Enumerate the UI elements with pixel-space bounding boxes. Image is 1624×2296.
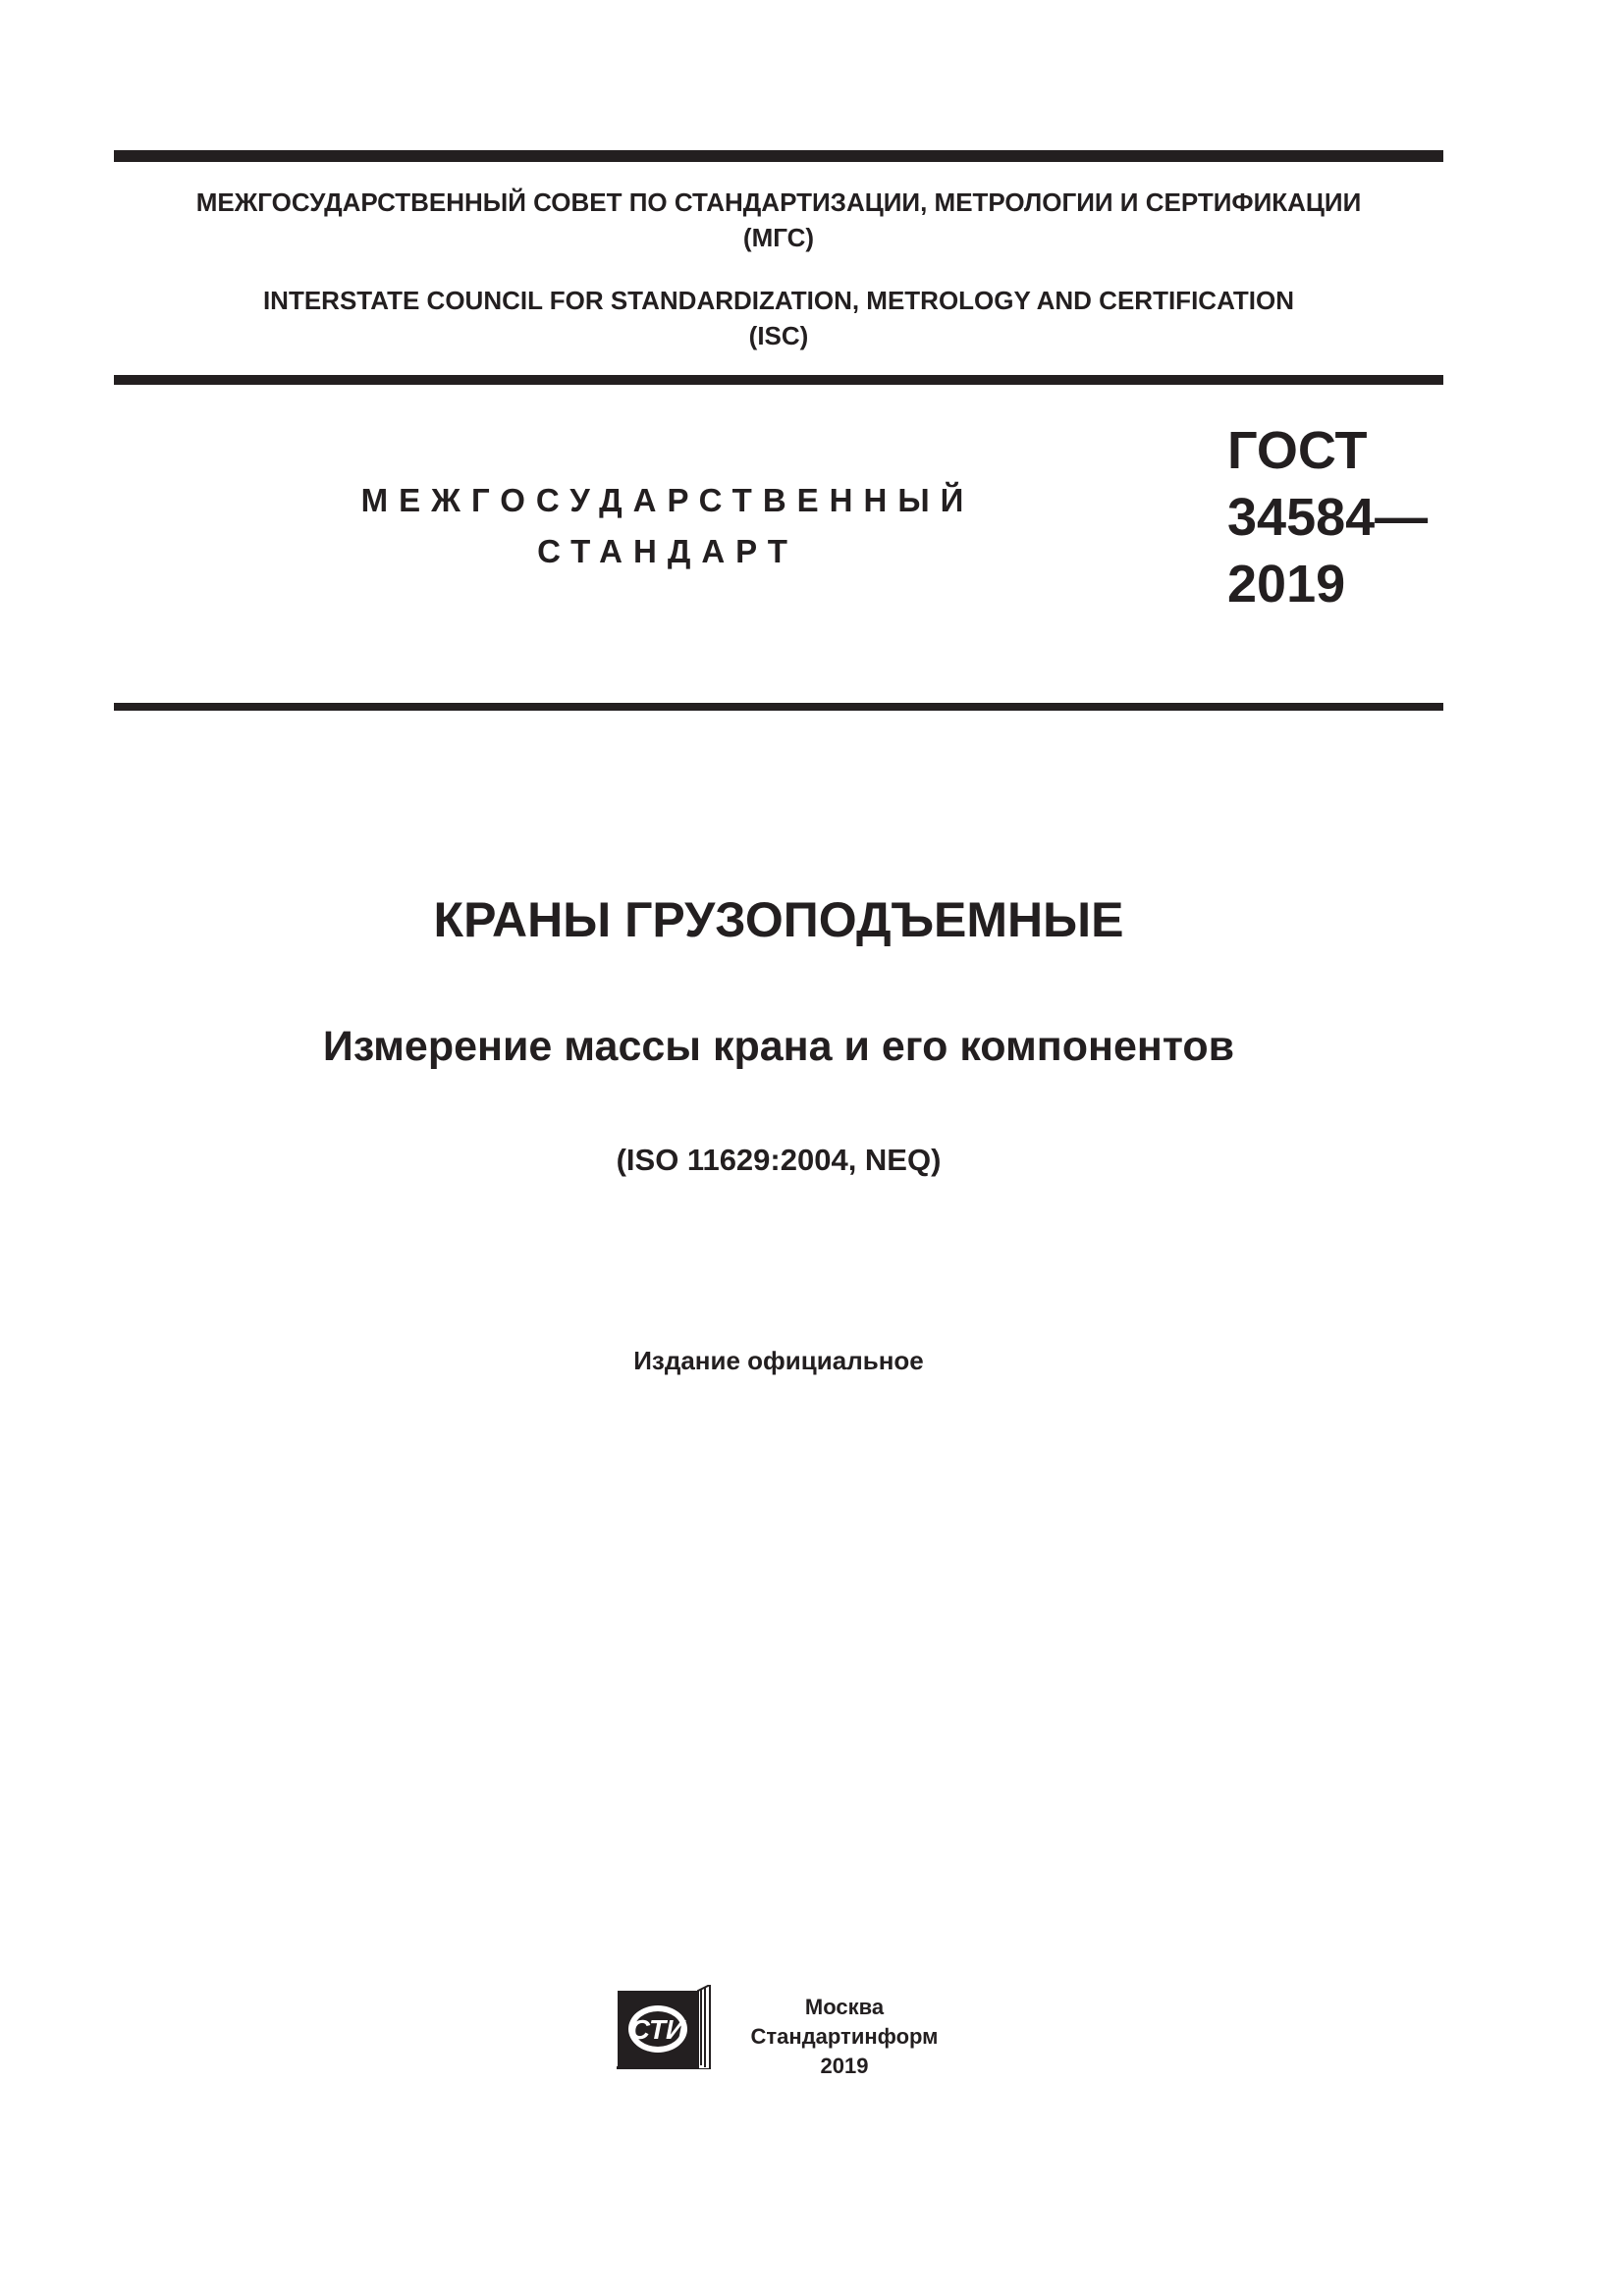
- publisher-year: 2019: [820, 2054, 869, 2078]
- standartinform-logo-icon: [617, 1985, 711, 2069]
- iso-reference: (ISO 11629:2004, NEQ): [616, 1143, 942, 1177]
- standard-type-line2: СТАНДАРТ: [537, 533, 798, 569]
- designation-year: 2019: [1227, 555, 1346, 614]
- standard-designation: [1227, 417, 1428, 617]
- council-ru-full-name: МЕЖГОСУДАРСТВЕННЫЙ СОВЕТ ПО СТАНДАРТИЗАЦИИ, МЕТРОЛОГИИ И СЕРТИФИКАЦИИ: [195, 187, 1362, 217]
- designation-prefix: ГОСТ: [1227, 421, 1368, 480]
- logo-text: СТИ: [629, 2014, 686, 2045]
- publisher-city: Москва: [804, 1995, 885, 2019]
- council-name-en: [114, 283, 1443, 353]
- header-bottom-rule: [114, 703, 1443, 711]
- designation-number: 34584—: [1227, 488, 1429, 547]
- council-divider-rule: [114, 375, 1443, 385]
- document-subtitle: Измерение массы крана и его компонентов: [322, 1023, 1235, 1070]
- top-rule: [114, 150, 1443, 162]
- council-en-abbreviation: (ISC): [748, 321, 809, 350]
- council-ru-abbreviation: (МГС): [742, 223, 815, 252]
- council-name-ru: [114, 185, 1443, 255]
- standard-type: [324, 475, 1011, 577]
- document-title: КРАНЫ ГРУЗОПОДЪЕМНЫЕ: [433, 892, 1124, 947]
- publisher-block: [722, 1993, 967, 2081]
- council-en-full-name: INTERSTATE COUNCIL FOR STANDARDIZATION, METROLOGY AND CERTIFICATION: [262, 286, 1295, 315]
- edition-label: Издание официальное: [633, 1346, 924, 1375]
- publisher-name: Стандартинформ: [750, 2024, 939, 2049]
- standard-type-line1: МЕЖГОСУДАРСТВЕННЫЙ: [360, 482, 975, 518]
